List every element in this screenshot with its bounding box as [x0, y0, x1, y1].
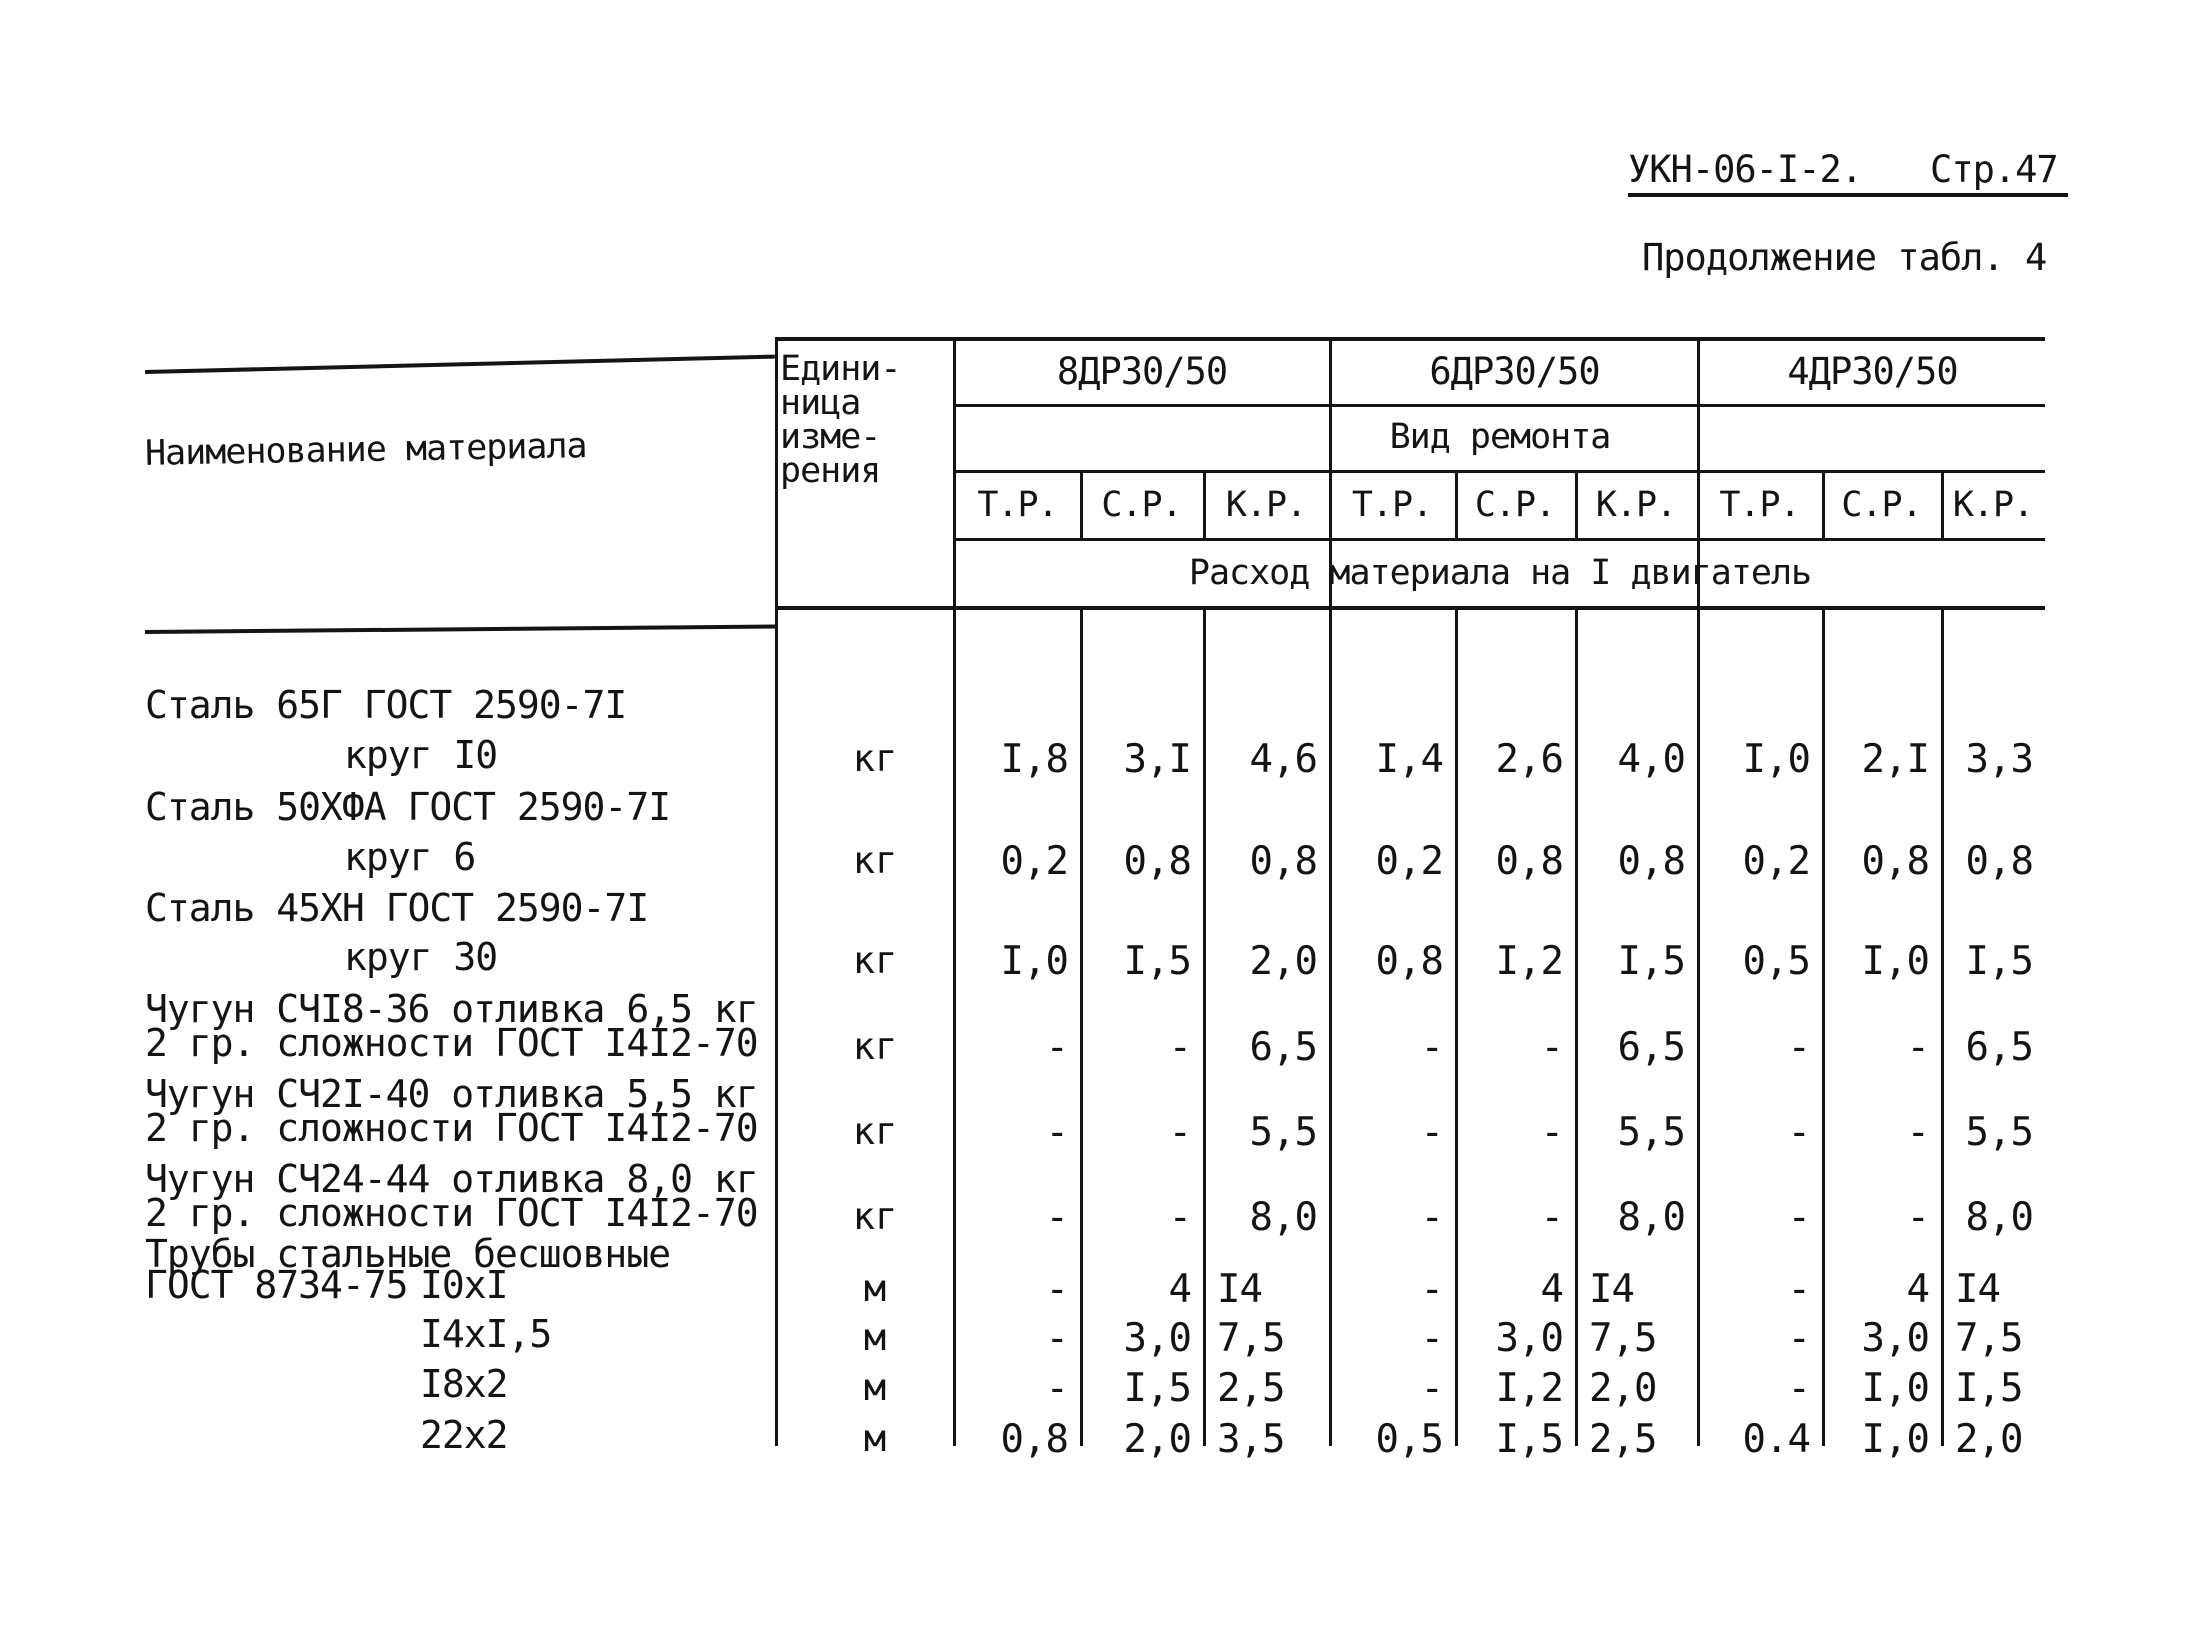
value-cell: 7,5	[1955, 1316, 2023, 1361]
value-cell: -	[1540, 1110, 1563, 1155]
value-cell: 0.4	[1742, 1417, 1810, 1462]
material-name: Чугун СЧ24-44 отливка 8,0 кг	[145, 1157, 758, 1201]
consumption-header: Расход материала на I двигатель	[1188, 553, 1812, 593]
table-continuation-label: Продолжение табл. 4	[1642, 236, 2047, 279]
value-cell: 3,0	[1861, 1316, 1929, 1361]
value-cell: -	[1420, 1366, 1443, 1411]
material-spec: круг I0	[344, 733, 498, 777]
table-top-rule-left	[145, 355, 775, 374]
material-name: Чугун СЧ2I-40 отливка 5,5 кг	[145, 1072, 758, 1116]
value-cell: 5,5	[1965, 1110, 2033, 1155]
value-cell: I,0	[1861, 939, 1929, 984]
unit-cell: кг	[852, 1025, 898, 1068]
repair-type-label: С.Р.	[1101, 485, 1182, 525]
unit-cell: м	[863, 1417, 887, 1460]
value-cell: I,0	[1861, 1366, 1929, 1411]
unit-cell: м	[863, 1267, 887, 1310]
value-cell: -	[1787, 1267, 1810, 1312]
unit-cell: кг	[852, 839, 898, 882]
repair-type-label: К.Р.	[1952, 485, 2034, 525]
value-cell: -	[1906, 1025, 1929, 1070]
material-name: Сталь 65Г ГОСТ 2590-7I	[145, 683, 627, 727]
value-cell: -	[1787, 1195, 1810, 1240]
value-cell: I,5	[1123, 1366, 1191, 1411]
value-cell: 0,5	[1375, 1417, 1443, 1462]
pipes-title: Трубы стальные бесшовные	[145, 1232, 671, 1276]
unit-cell: м	[863, 1366, 887, 1409]
value-cell: -	[1540, 1025, 1563, 1070]
value-cell: 0,2	[1742, 839, 1810, 884]
value-cell: -	[1420, 1110, 1443, 1155]
value-cell: I,5	[1965, 939, 2033, 984]
value-cell: 0,8	[1617, 839, 1685, 884]
value-cell: 3,0	[1495, 1316, 1563, 1361]
value-cell: I,0	[1000, 939, 1068, 984]
value-cell: 8,0	[1249, 1195, 1317, 1240]
value-cell: I,8	[1000, 737, 1068, 782]
value-cell: -	[1540, 1195, 1563, 1240]
value-cell: I,0	[1861, 1417, 1929, 1462]
value-cell: I4	[1955, 1267, 2000, 1312]
value-cell: 7,5	[1217, 1316, 1285, 1361]
group-header-4dr: 4ДР30/50	[1787, 350, 1958, 393]
repair-type-label: Т.Р.	[977, 485, 1058, 525]
group-header-6dr: 6ДР30/50	[1429, 350, 1600, 393]
value-cell: -	[1168, 1195, 1191, 1240]
value-cell: -	[1420, 1025, 1443, 1070]
value-cell: 0,2	[1000, 839, 1068, 884]
value-cell: I,5	[1617, 939, 1685, 984]
value-cell: 2,6	[1495, 737, 1563, 782]
value-cell: I,5	[1495, 1417, 1563, 1462]
value-cell: I4	[1589, 1267, 1634, 1312]
value-cell: 2,5	[1217, 1366, 1285, 1411]
pipes-standard: ГОСТ 8734-75	[145, 1263, 408, 1307]
unit-cell: м	[863, 1316, 887, 1359]
value-cell: 5,5	[1617, 1110, 1685, 1155]
value-cell: 8,0	[1617, 1195, 1685, 1240]
value-cell: 3,5	[1217, 1417, 1285, 1462]
material-spec: 2 гр. сложности ГОСТ I4I2-70	[145, 1021, 758, 1065]
material-spec: 2 гр. сложности ГОСТ I4I2-70	[145, 1191, 758, 1235]
value-cell: -	[1045, 1316, 1068, 1361]
value-cell: 4	[1540, 1267, 1563, 1312]
value-cell: 6,5	[1249, 1025, 1317, 1070]
repair-type-label: Т.Р.	[1351, 485, 1433, 525]
unit-cell: кг	[852, 939, 898, 982]
value-cell: 8,0	[1965, 1195, 2033, 1240]
value-cell: I,5	[1955, 1366, 2023, 1411]
pipe-size: I4xI,5	[420, 1312, 552, 1356]
value-cell: 2,5	[1589, 1417, 1657, 1462]
repair-type-label: К.Р.	[1595, 485, 1677, 525]
material-spec: круг 6	[344, 835, 476, 879]
value-cell: 6,5	[1617, 1025, 1685, 1070]
value-cell: 2,I	[1861, 737, 1929, 782]
value-cell: -	[1787, 1366, 1810, 1411]
repair-kind-header: Вид ремонта	[1389, 417, 1611, 457]
material-unit-divider	[775, 338, 778, 1446]
value-cell: -	[1045, 1267, 1068, 1312]
value-cell: 0,8	[1861, 839, 1929, 884]
value-cell: 4,6	[1249, 737, 1317, 782]
value-cell: -	[1906, 1110, 1929, 1155]
value-cell: -	[1787, 1025, 1810, 1070]
value-cell: -	[1168, 1025, 1191, 1070]
value-cell: 0,8	[1375, 939, 1443, 984]
value-cell: 2,0	[1249, 939, 1317, 984]
value-cell: -	[1906, 1195, 1929, 1240]
value-cell: I4	[1217, 1267, 1262, 1312]
value-cell: 2,0	[1589, 1366, 1657, 1411]
material-name: Чугун СЧI8-36 отливка 6,5 кг	[145, 987, 758, 1031]
value-cell: -	[1787, 1316, 1810, 1361]
value-cell: -	[1045, 1366, 1068, 1411]
value-cell: -	[1787, 1110, 1810, 1155]
value-cell: 7,5	[1589, 1316, 1657, 1361]
value-cell: 3,I	[1123, 737, 1191, 782]
value-cell: -	[1045, 1195, 1068, 1240]
unit-cell: кг	[852, 1110, 898, 1153]
doc-code: УКН-06-I-2.	[1628, 148, 1863, 191]
pipe-size: 22x2	[420, 1413, 508, 1457]
group-header-8dr: 8ДР30/50	[1056, 350, 1228, 393]
value-cell: 3,3	[1965, 737, 2033, 782]
value-cell: 2,0	[1955, 1417, 2023, 1462]
pipe-size: I0xI	[420, 1263, 508, 1307]
repair-type-label: С.Р.	[1841, 485, 1922, 525]
material-spec: 2 гр. сложности ГОСТ I4I2-70	[145, 1106, 758, 1150]
value-cell: 4	[1906, 1267, 1929, 1312]
value-cell: 0,8	[1123, 839, 1191, 884]
value-cell: I,5	[1123, 939, 1191, 984]
material-column-header: Наименование материала	[144, 426, 587, 474]
value-cell: I,4	[1375, 737, 1443, 782]
value-cell: 0,2	[1375, 839, 1443, 884]
value-cell: -	[1420, 1316, 1443, 1361]
group-rule	[955, 404, 2045, 407]
table-top-rule-right	[775, 337, 2045, 341]
value-cell: 2,0	[1123, 1417, 1191, 1462]
material-name: Сталь 45ХН ГОСТ 2590-7I	[145, 886, 649, 930]
value-cell: 6,5	[1965, 1025, 2033, 1070]
value-cell: 0,8	[1000, 1417, 1068, 1462]
value-cell: I,2	[1495, 1366, 1563, 1411]
repair-kind-rule	[955, 470, 2045, 473]
value-cell: 5,5	[1249, 1110, 1317, 1155]
value-cell: 0,5	[1742, 939, 1810, 984]
repair-type-label: К.Р.	[1225, 485, 1307, 525]
value-cell: 3,0	[1123, 1316, 1191, 1361]
unit-cell: кг	[852, 737, 898, 780]
unit-column-header: Едини- ница изме- рения	[780, 349, 901, 491]
value-cell: -	[1420, 1195, 1443, 1240]
material-name: Сталь 50ХФА ГОСТ 2590-7I	[145, 785, 671, 829]
value-cell: 4	[1168, 1267, 1191, 1312]
header-bottom-rule-right	[775, 606, 2045, 610]
value-cell: I,0	[1742, 737, 1810, 782]
value-cell: -	[1045, 1025, 1068, 1070]
pipe-size: I8x2	[420, 1362, 508, 1406]
value-cell: I,2	[1495, 939, 1563, 984]
repair-type-label: Т.Р.	[1719, 485, 1800, 525]
page-number: Стр.47	[1930, 148, 2058, 191]
document-code	[1628, 148, 2068, 197]
unit-cell: кг	[852, 1195, 898, 1238]
header-bottom-rule-left	[145, 625, 775, 634]
value-cell: 0,8	[1965, 839, 2033, 884]
value-cell: -	[1168, 1110, 1191, 1155]
value-cell: -	[1420, 1267, 1443, 1312]
value-cell: 4,0	[1617, 737, 1685, 782]
repair-types-rule	[955, 538, 2045, 541]
material-spec: круг 30	[344, 935, 498, 979]
value-cell: 0,8	[1249, 839, 1317, 884]
value-cell: -	[1045, 1110, 1068, 1155]
repair-type-label: С.Р.	[1474, 485, 1556, 525]
value-cell: 0,8	[1495, 839, 1563, 884]
